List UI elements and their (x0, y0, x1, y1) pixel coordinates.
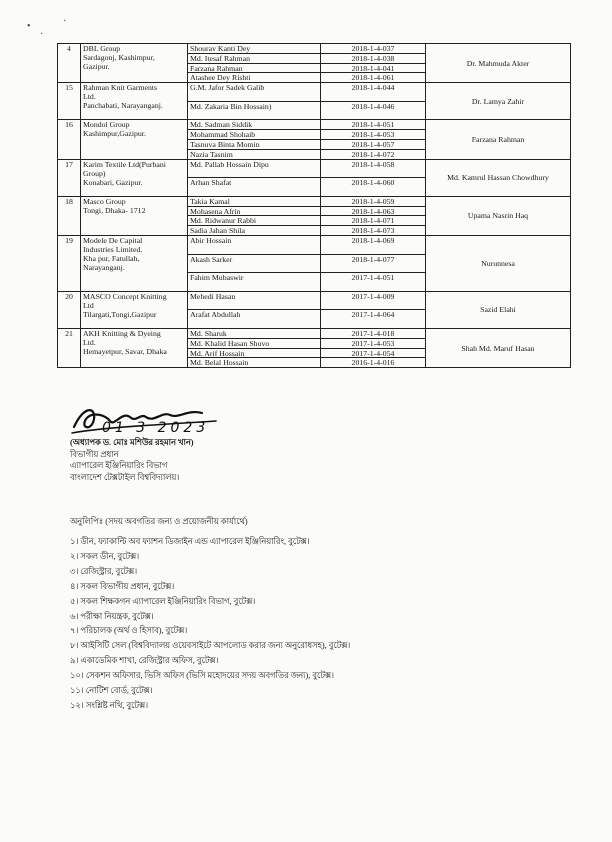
organization-line: Group) (83, 168, 106, 178)
cc-item: ৪। সকল বিভাগীয় প্রধান, বুটেক্স। (70, 581, 175, 591)
organization-line: Tongi, Dhaka- 1712 (83, 205, 146, 215)
student-names-cell (188, 235, 321, 291)
student-id: 2017-1-4-054 (321, 349, 425, 359)
cc-item: ৭। পরিচালক (অর্থ ও হিসাব), বুটেক্স। (70, 626, 188, 636)
organization-line: Panchabati, Narayanganj. (83, 101, 163, 111)
cc-heading: অনুলিপিঃ (সদয় অবগতির জন্য ও প্রয়োজনীয় কার্যার্থে) (70, 517, 248, 526)
student-names-cell (188, 159, 321, 196)
student-names-cell (188, 83, 321, 120)
student-names-cell (188, 196, 321, 235)
student-name: Takia Kamal (188, 197, 320, 207)
organization-cell (81, 44, 188, 83)
supervisor-cell: Sazid Elahi (426, 291, 571, 328)
student-name: Mohammad Shohaib (188, 130, 320, 140)
row-number: 20 (58, 291, 81, 328)
student-ids-cell (321, 235, 426, 291)
supervisor-cell: Shah Md. Maruf Hasan (426, 328, 571, 367)
student-id: 2017-1-4-064 (351, 310, 395, 320)
row-number: 17 (58, 159, 81, 196)
supervisor-cell: Md. Kamrul Hassan Chowdhury (426, 159, 571, 196)
cc-item: ২। সকল ডীন, বুটেক্স। (70, 551, 140, 561)
student-name: Shourav Kanti Dey (188, 44, 320, 54)
student-ids-cell (321, 120, 426, 159)
row-number: 19 (58, 235, 81, 291)
student-name: Md. Sharuk (188, 329, 320, 339)
student-name: Atashee Dey Rishti (190, 73, 251, 83)
student-name: Md. Belal Hossain (190, 358, 249, 368)
student-ids-cell (321, 159, 426, 196)
student-id: 2018-1-4-059 (321, 197, 425, 207)
table-row (58, 44, 571, 83)
cc-item: ৬। পরীক্ষা নিয়ন্ত্রক, বুটেক্স। (70, 611, 154, 621)
signature-date: 01 3 2023 (102, 420, 210, 436)
organization-line: Kashimpur,Gazipur. (83, 129, 146, 139)
row-number: 18 (58, 196, 81, 235)
student-name: Mehedi Hasan (188, 292, 320, 311)
organization-line: Ltd. (83, 92, 96, 102)
student-id: 2018-1-4-037 (321, 44, 425, 54)
student-names-cell (188, 291, 321, 328)
student-name: Md. Arif Hossain (188, 349, 320, 359)
supervisor-cell: Farzana Rahman (426, 120, 571, 159)
student-ids-cell (321, 328, 426, 367)
cc-item: ৩। রেজিস্ট্রার, বুটেক্স। (70, 566, 138, 576)
student-name: Arhan Shafat (190, 178, 232, 188)
student-id: 2017-1-4-053 (321, 339, 425, 349)
student-name: Farzana Rahman (188, 64, 320, 74)
organization-line: Industries Limited. (83, 244, 143, 254)
organization-line: Masco Group (83, 196, 126, 206)
organization-cell (81, 291, 188, 328)
student-name: Abir Hossain (188, 236, 320, 255)
supervisor-cell: Dr. Mahmuda Akter (426, 44, 571, 83)
student-name: Fahim Mubaswir (190, 273, 244, 283)
table-row (58, 328, 571, 367)
organization-line: AKH Knitting & Dyeing (83, 328, 161, 338)
signatory-university: বাংলাদেশ টেক্সটাইল বিশ্ববিদ্যালয়। (70, 472, 180, 482)
cc-item: ১১। নোটিশ বোর্ড, বুটেক্স। (70, 686, 153, 696)
table-row (58, 120, 571, 159)
organization-line: Rahman Knit Garments (83, 83, 158, 93)
student-name: Md. Itesaf Rahman (188, 54, 320, 64)
student-name: Tasnuva Binta Momin (188, 140, 320, 150)
organization-line: Ltd (83, 300, 94, 310)
signatory-name: (অধ্যাপক ড. মোঃ মশিউর রহমান খান) (70, 438, 194, 447)
student-name: Md. Sadman Siddik (188, 120, 320, 130)
row-number: 16 (58, 120, 81, 159)
organization-line: Gazipur. (83, 62, 110, 71)
student-id: 2018-1-4-060 (351, 178, 395, 188)
organization-line: Hemayetpur, Savar, Dhaka (83, 346, 167, 356)
organization-line: DBL Group (83, 44, 121, 53)
row-number: 15 (58, 83, 81, 120)
student-id: 2017-1-4-051 (351, 273, 395, 283)
table-row (58, 291, 571, 328)
student-name: Md. Ridwanur Rabbi (188, 216, 320, 226)
row-number: 4 (58, 44, 81, 83)
table-row (58, 159, 571, 196)
organization-line: Ltd. (83, 337, 96, 347)
student-name: Mohasena Afrin (188, 207, 320, 217)
organization-cell (81, 83, 188, 120)
student-name: Md. Zakaria Bin Hossain) (190, 101, 272, 111)
student-ids-cell (321, 44, 426, 83)
student-assignment-table (57, 43, 571, 368)
organization-line: Konabari, Gazipur. (83, 177, 143, 187)
organization-cell (81, 328, 188, 367)
organization-cell (81, 196, 188, 235)
student-name: Md. Khalid Hasan Shuvo (188, 339, 320, 349)
signatory-block (70, 437, 194, 483)
organization-line: MASCO Concept Knitting (83, 291, 167, 301)
student-id: 2018-1-4-044 (321, 83, 425, 102)
student-name: Sadia Jahan Shila (190, 226, 246, 236)
student-id: 2018-1-4-046 (351, 101, 395, 111)
student-name: Md. Pallab Hossain Dipu (188, 160, 320, 179)
cc-list (70, 535, 350, 714)
student-id: 2017-1-4-009 (321, 292, 425, 311)
organization-line: Mondol Group (83, 120, 130, 130)
organization-cell (81, 235, 188, 291)
organization-line: Karim Textile Ltd(Purbani (83, 159, 166, 169)
organization-line: Narayanganj. (83, 262, 125, 272)
student-ids-cell (321, 83, 426, 120)
student-id: 2018-1-4-073 (351, 226, 395, 236)
signatory-title: বিভাগীয় প্রধান (70, 449, 119, 459)
student-names-cell (188, 44, 321, 83)
student-id: 2018-1-4-057 (321, 140, 425, 150)
scan-speck: · (63, 16, 67, 27)
supervisor-cell: Nurunnesa (426, 235, 571, 291)
cc-item: ৮। আইসিটি সেল (বিশ্ববিদ্যালয় ওয়েবসাইটে আপলোড করার জন্য অনুরোধসহ), বুটেক্স। (70, 641, 351, 651)
student-name: Akash Sarker (188, 255, 320, 274)
student-id: 2018-1-4-053 (321, 130, 425, 140)
organization-line: Tilargati,Tongi,Gazipur (83, 309, 157, 319)
student-id: 2018-1-4-063 (321, 207, 425, 217)
scan-speck: · (40, 29, 44, 40)
student-id: 2018-1-4-072 (351, 149, 395, 159)
student-name: Arafat Abdullah (190, 310, 241, 320)
student-id: 2018-1-4-051 (321, 120, 425, 130)
student-name: Nazia Tasnim (190, 149, 233, 159)
organization-line: Sardagonj, Kashimpur, (83, 53, 155, 62)
cc-item: ১২। সংশ্লিষ্ট নথি, বুটেক্স। (70, 700, 149, 710)
student-names-cell (188, 120, 321, 159)
cc-item: ১০। সেকশন অফিসার, ভিসি অফিস (ভিসি মহোদয়ের সদয় অবগতির জন্য), বুটেক্স। (70, 671, 334, 681)
cc-item: ১। ডীন, ফ্যাকাল্টি অব ফ্যাশন ডিজাইন এন্ড এ্যাপারেল ইঞ্জিনিয়ারিং, বুটেক্স। (70, 537, 310, 546)
row-number: 21 (58, 328, 81, 367)
table-row (58, 196, 571, 235)
signatory-department: এ্যাপারেল ইঞ্জিনিয়ারিং বিভাগ (70, 461, 168, 471)
organization-cell (81, 159, 188, 196)
student-ids-cell (321, 291, 426, 328)
table-row (58, 235, 571, 291)
cc-item: ৯। একাডেমিক শাখা, রেজিস্ট্রার অফিস, বুটেক্স। (70, 656, 219, 666)
student-ids-cell (321, 196, 426, 235)
student-id: 2017-1-4-018 (321, 329, 425, 339)
student-id: 2018-1-4-041 (321, 64, 425, 74)
student-id: 2018-1-4-058 (321, 160, 425, 179)
table-row (58, 83, 571, 120)
student-id: 2018-1-4-038 (321, 54, 425, 64)
cc-item: ৫। সকল শিক্ষকগন এ্যাপারেল ইঞ্জিনিয়ারিং বিভাগ, বুটেক্স। (70, 596, 256, 606)
supervisor-cell: Upama Nasrin Haq (426, 196, 571, 235)
organization-line: Kha pur, Fatullah, (83, 253, 140, 263)
supervisor-cell: Dr. Lamya Zahir (426, 83, 571, 120)
organization-cell (81, 120, 188, 159)
student-id: 2018-1-4-061 (351, 73, 395, 83)
scan-speck: • (27, 21, 31, 32)
student-id: 2018-1-4-069 (321, 236, 425, 255)
student-id: 2018-1-4-071 (321, 216, 425, 226)
student-id: 2018-1-4-077 (321, 255, 425, 274)
student-names-cell (188, 328, 321, 367)
student-name: G.M. Jafor Sadek Galib (188, 83, 320, 102)
student-id: 2016-1-4-016 (351, 358, 395, 368)
organization-line: Modele De Capital (83, 235, 143, 245)
